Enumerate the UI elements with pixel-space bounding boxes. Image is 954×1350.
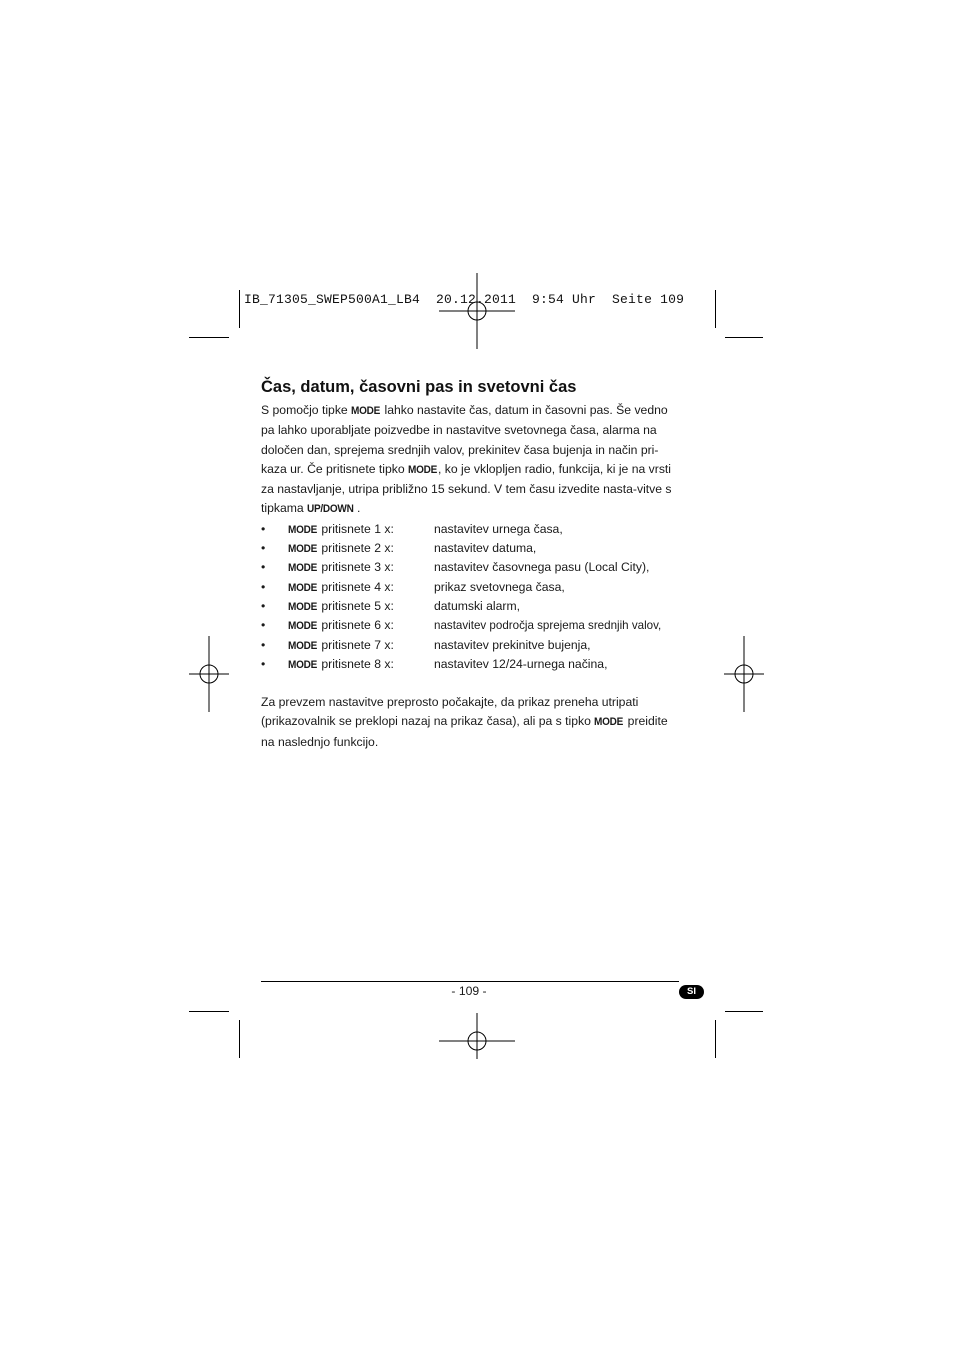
mode-key-label: MODE xyxy=(288,562,318,575)
function-description: datumski alarm, xyxy=(434,598,521,613)
list-item xyxy=(261,558,681,577)
bullet: • xyxy=(261,637,266,652)
page-title: Čas, datum, časovni pas in svetovni čas xyxy=(261,378,577,396)
crop-mark xyxy=(189,337,229,338)
registration-mark-right xyxy=(706,636,782,712)
list-item xyxy=(261,616,681,635)
list-item xyxy=(261,578,681,597)
outro-text: Za prevzem nastavitve preprosto počakajte, da prikaz preneha utripati (prikazovalnik se preklopi nazaj na prikaz časa), ali pa s tipko xyxy=(261,695,639,729)
crop-mark xyxy=(239,290,240,328)
list-item xyxy=(261,520,681,539)
list-item xyxy=(261,539,681,558)
page-number: - 109 - xyxy=(451,984,487,998)
outro-text: preidite na naslednjo funkcijo. xyxy=(261,714,668,749)
crop-mark xyxy=(715,290,716,328)
crop-mark xyxy=(725,1011,763,1012)
mode-key-label: MODE xyxy=(288,523,318,536)
bullet: • xyxy=(261,541,266,556)
bullet: • xyxy=(261,579,266,594)
function-description: prikaz svetovnega časa, xyxy=(434,579,565,594)
press-count: pritisnete 1 x: xyxy=(317,521,394,536)
list-item xyxy=(261,597,681,616)
mode-key-label: MODE xyxy=(288,600,318,613)
crop-mark xyxy=(715,1020,716,1058)
function-description: nastavitev datuma, xyxy=(434,541,537,556)
outro-paragraph xyxy=(261,693,681,752)
intro-text: S pomočjo tipke xyxy=(261,403,352,417)
press-count: pritisnete 4 x: xyxy=(317,579,394,594)
intro-text: lahko nastavite čas, datum in časovni pas. Še vedno pa lahko uporabljate poizvedbe in nastavitve svetovnega časa, alarma na določen dan, sprejema srednjih valov, prekinitev časa bujenja in način pri-kaza ur. Če pritisnete tipko xyxy=(261,403,668,476)
crop-mark xyxy=(189,1011,229,1012)
registration-mark-left xyxy=(171,636,247,712)
mode-key-label: MODE xyxy=(288,639,318,652)
bullet: • xyxy=(261,618,266,633)
intro-text: . xyxy=(357,501,361,516)
bullet: • xyxy=(261,598,266,613)
function-description: nastavitev časovnega pasu (Local City), xyxy=(434,560,650,575)
function-description: nastavitev 12/24-urnega načina, xyxy=(434,656,608,671)
function-description: nastavitev urnega časa, xyxy=(434,521,563,536)
press-count: pritisnete 6 x: xyxy=(317,618,394,633)
list-item xyxy=(261,655,681,674)
press-count: pritisnete 8 x: xyxy=(317,656,394,671)
registration-mark-bottom xyxy=(439,1003,515,1079)
print-slug: IB_71305_SWEP500A1_LB4 20.12.2011 9:54 Uhr Seite 109 xyxy=(244,292,685,307)
mode-key-label: MODE xyxy=(288,543,318,556)
function-description: nastavitev področja sprejema srednjih valov, xyxy=(434,619,662,633)
intro-paragraph xyxy=(261,401,681,520)
bullet: • xyxy=(261,560,266,575)
mode-key-label: MODE xyxy=(408,463,438,476)
footer-divider xyxy=(261,981,679,982)
press-count: pritisnete 5 x: xyxy=(317,598,394,613)
bullet: • xyxy=(261,656,266,671)
mode-key-label: MODE xyxy=(351,405,381,417)
mode-key-label: MODE xyxy=(288,581,318,594)
up-down-key-label: UP/DOWN xyxy=(307,503,354,516)
mode-press-list xyxy=(261,520,681,674)
press-count: pritisnete 3 x: xyxy=(317,560,394,575)
mode-key-label: MODE xyxy=(288,620,318,633)
crop-mark xyxy=(725,337,763,338)
registration-mark-top xyxy=(439,273,515,349)
list-item xyxy=(261,636,681,655)
function-description: nastavitev prekinitve bujenja, xyxy=(434,637,591,652)
language-badge: SI xyxy=(679,985,704,999)
page-content xyxy=(261,378,681,752)
press-count: pritisnete 2 x: xyxy=(317,541,394,556)
bullet: • xyxy=(261,521,266,536)
mode-key-label: MODE xyxy=(594,716,624,729)
intro-text: , ko je vklopljen radio, funkcija, ki je na vrsti za nastavljanje, utripa približno 15 sekund. V tem času izvedite nasta-vitve s tipkama xyxy=(261,461,672,516)
press-count: pritisnete 7 x: xyxy=(317,637,394,652)
crop-mark xyxy=(239,1020,240,1058)
mode-key-label: MODE xyxy=(288,658,318,671)
